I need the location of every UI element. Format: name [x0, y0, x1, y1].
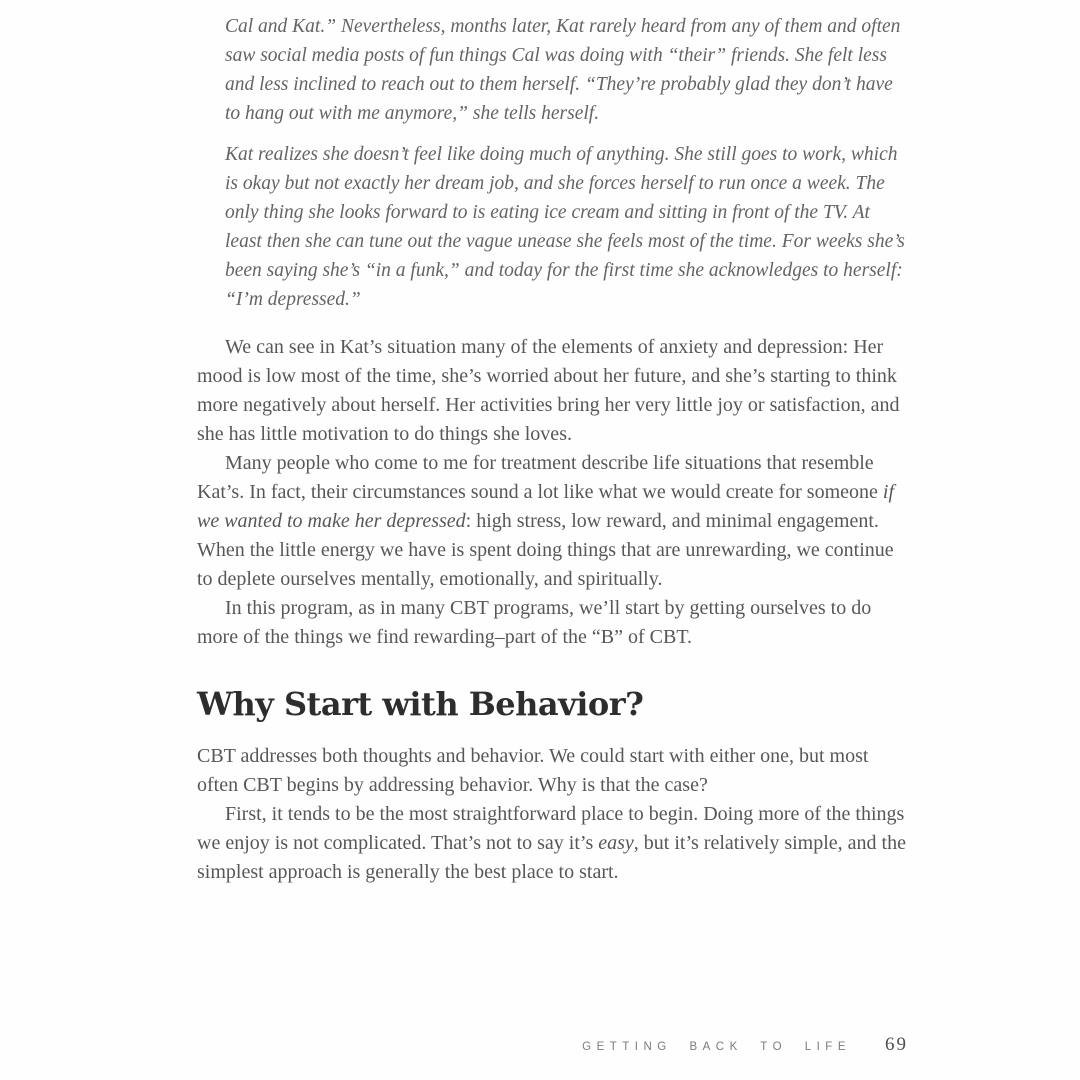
body-paragraph-1: We can see in Kat’s situation many of the elements of anxiety and depression: Her mood is low most of the time, she’s worried about her future, and she’s starting to think more negatively about herself. Her activities bring her very little joy or satisfaction, and she has little motivation to do things she loves.: [197, 336, 900, 445]
page-number: 69: [885, 1034, 908, 1055]
text-segment: , but it’s relatively simple, and the simplest approach is generally the best place to start.: [197, 832, 906, 883]
vignette-section: [225, 12, 909, 314]
body-paragraph-3: In this program, as in many CBT programs, we’ll start by getting ourselves to do more of the things we find rewarding–part of the “B” of CBT.: [197, 597, 872, 648]
vignette-paragraph-2: Kat realizes she doesn’t feel like doing much of anything. She still goes to work, which is okay but not exactly her dream job, and she forces herself to run once a week. The only thing she looks forward to is eating ice cream and sitting in front of the TV. At least then she can tune out the vague unease she feels most of the time. For weeks she’s been saying she’s “in a funk,” and today for the first time she acknowledges to herself: “I’m depressed.”: [225, 144, 905, 310]
italic-phrase: easy: [598, 832, 634, 854]
page-content: [197, 12, 909, 887]
text-segment: : high stress, low reward, and minimal engagement. When the little energy we have is spent doing things that are unrewarding, we continue to deplete ourselves mentally, emotionally, and spiritually.: [197, 510, 894, 590]
italic-phrase: if we wanted to make her depressed: [197, 481, 895, 532]
running-head: GETTING BACK TO LIFE: [582, 1041, 851, 1053]
page-footer: [582, 1034, 908, 1056]
text-segment: First, it tends to be the most straightforward place to begin. Doing more of the things we enjoy is not complicated. That’s not to say it’s: [197, 803, 905, 854]
text-segment: Many people who come to me for treatment describe life situations that resemble Kat’s. In fact, their circumstances sound a lot like what we would create for someone: [197, 452, 883, 503]
section-paragraph-1: CBT addresses both thoughts and behavior. We could start with either one, but most often CBT begins by addressing behavior. Why is that the case?: [197, 745, 869, 796]
section-paragraph-2: [197, 800, 909, 887]
vignette-paragraph-1: Cal and Kat.” Nevertheless, months later, Kat rarely heard from any of them and often saw social media posts of fun things Cal was doing with “their” friends. She felt less and less inclined to reach out to them herself. “They’re probably glad they don’t have to hang out with me anymore,” she tells herself.: [225, 16, 901, 124]
section-heading: Why Start with Behavior?: [197, 685, 644, 723]
body-paragraph-2: [197, 449, 909, 594]
